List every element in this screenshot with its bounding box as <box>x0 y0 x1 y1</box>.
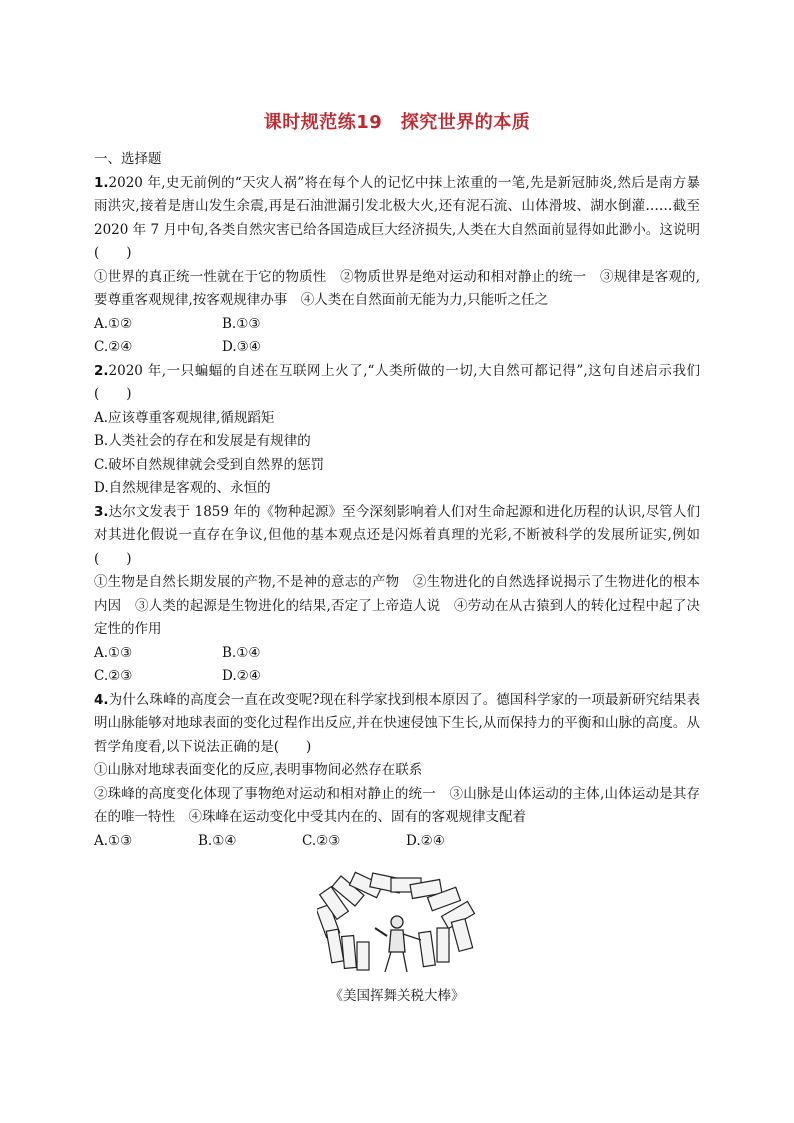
figure-caption: 《美国挥舞关税大棒》 <box>329 988 465 1004</box>
question-3-options-row-2 <box>94 665 700 689</box>
question-4-statements-2-4: ②珠峰的高度变化体现了事物绝对运动和相对静止的统一 ③山脉是山体运动的主体,山体运动是其存在的唯一特性 ④珠峰在运动变化中受其内在的、固有的客观规律支配着 <box>94 785 700 825</box>
option-a: A.①③ <box>94 832 133 849</box>
question-2-stem <box>94 360 700 407</box>
section-heading: 一、选择题 <box>94 151 162 167</box>
question-text: 2020 年,一只蝙蝠的自述在互联网上火了,“人类所做的一切,大自然可都记得”,这句自述启示我们( ) <box>94 362 700 402</box>
question-number: 4. <box>94 691 109 708</box>
question-4-stem <box>94 689 700 760</box>
option-c: C.②③ <box>302 832 341 849</box>
option-c: C.②④ <box>94 339 133 355</box>
option-b: B.①④ <box>198 832 237 849</box>
question-4-statement-1: ①山脉对地球表面变化的反应,表明事物间必然存在联系 <box>94 762 423 778</box>
question-3-stem <box>94 501 700 572</box>
question-number: 3. <box>94 503 109 520</box>
option-d: D.②④ <box>406 832 445 849</box>
option-b: B.①③ <box>222 315 261 332</box>
question-text: 2020 年,史无前例的“天灾人祸”将在每个人的记忆中抹上浓重的一笔,先是新冠肺炎,然后是南方暴雨洪灾,接着是唐山发生余震,再是石油泄漏引发北极大火,还有泥石流、山体滑坡、湖水倒灌……截至 2020 年 7 月中旬,各类自然灾害已给各国造成巨大经济损失,人类在大自然面前显得如此渺小。这说明( ) <box>94 174 700 261</box>
option-a: A.①③ <box>94 644 133 661</box>
question-number: 2. <box>94 362 109 379</box>
question-1-options-row-2 <box>94 336 700 360</box>
option-d: D.②④ <box>222 668 261 684</box>
option-b: B.①④ <box>222 644 261 661</box>
question-number: 1. <box>94 174 109 191</box>
question-3-options-row-1 <box>94 642 700 666</box>
option-b: B.人类社会的存在和发展是有规律的 <box>94 433 311 449</box>
question-1-stem <box>94 172 700 266</box>
option-d: D.自然规律是客观的、永恒的 <box>94 480 271 496</box>
question-1-options-row-1 <box>94 313 700 337</box>
domino-cartoon-illustration <box>317 870 477 980</box>
question-text: 达尔文发表于 1859 年的《物种起源》至今深刻影响着人们对生命起源和进化历程的认识,尽管人们对其进化假说一直存在争议,但他的基本观点还是闪烁着真理的光彩,不断被科学的发展所证实,例如( ) <box>94 503 700 567</box>
question-4-options <box>94 830 700 854</box>
question-list <box>94 148 700 853</box>
question-3-statements: ①生物是自然长期发展的产物,不是神的意志的产物 ②生物进化的自然选择说揭示了生物进化的根本内因 ③人类的起源是生物进化的结果,否定了上帝造人说 ④劳动在从古猿到人的转化过程中起了决定性的作用 <box>94 574 700 637</box>
question-text: 为什么珠峰的高度会一直在改变呢?现在科学家找到根本原因了。德国科学家的一项最新研究结果表明山脉能够对地球表面的变化过程作出反应,并在快速侵蚀下生长,从而保持力的平衡和山脉的高度。从哲学角度看,以下说法正确的是( ) <box>94 691 700 755</box>
page-title: 课时规范练19 探究世界的本质 <box>263 112 531 133</box>
option-c: C.②③ <box>94 668 133 684</box>
option-a: A.①② <box>94 315 133 332</box>
question-1-statements: ①世界的真正统一性就在于它的物质性 ②物质世界是绝对运动和相对静止的统一 ③规律是客观的,要尊重客观规律,按客观规律办事 ④人类在自然面前无能为力,只能听之任之 <box>94 268 700 308</box>
option-a: A.应该尊重客观规律,循规蹈矩 <box>94 409 275 426</box>
option-c: C.破坏自然规律就会受到自然界的惩罚 <box>94 456 325 473</box>
option-d: D.③④ <box>222 339 261 355</box>
cartoon-figure <box>0 870 794 1004</box>
